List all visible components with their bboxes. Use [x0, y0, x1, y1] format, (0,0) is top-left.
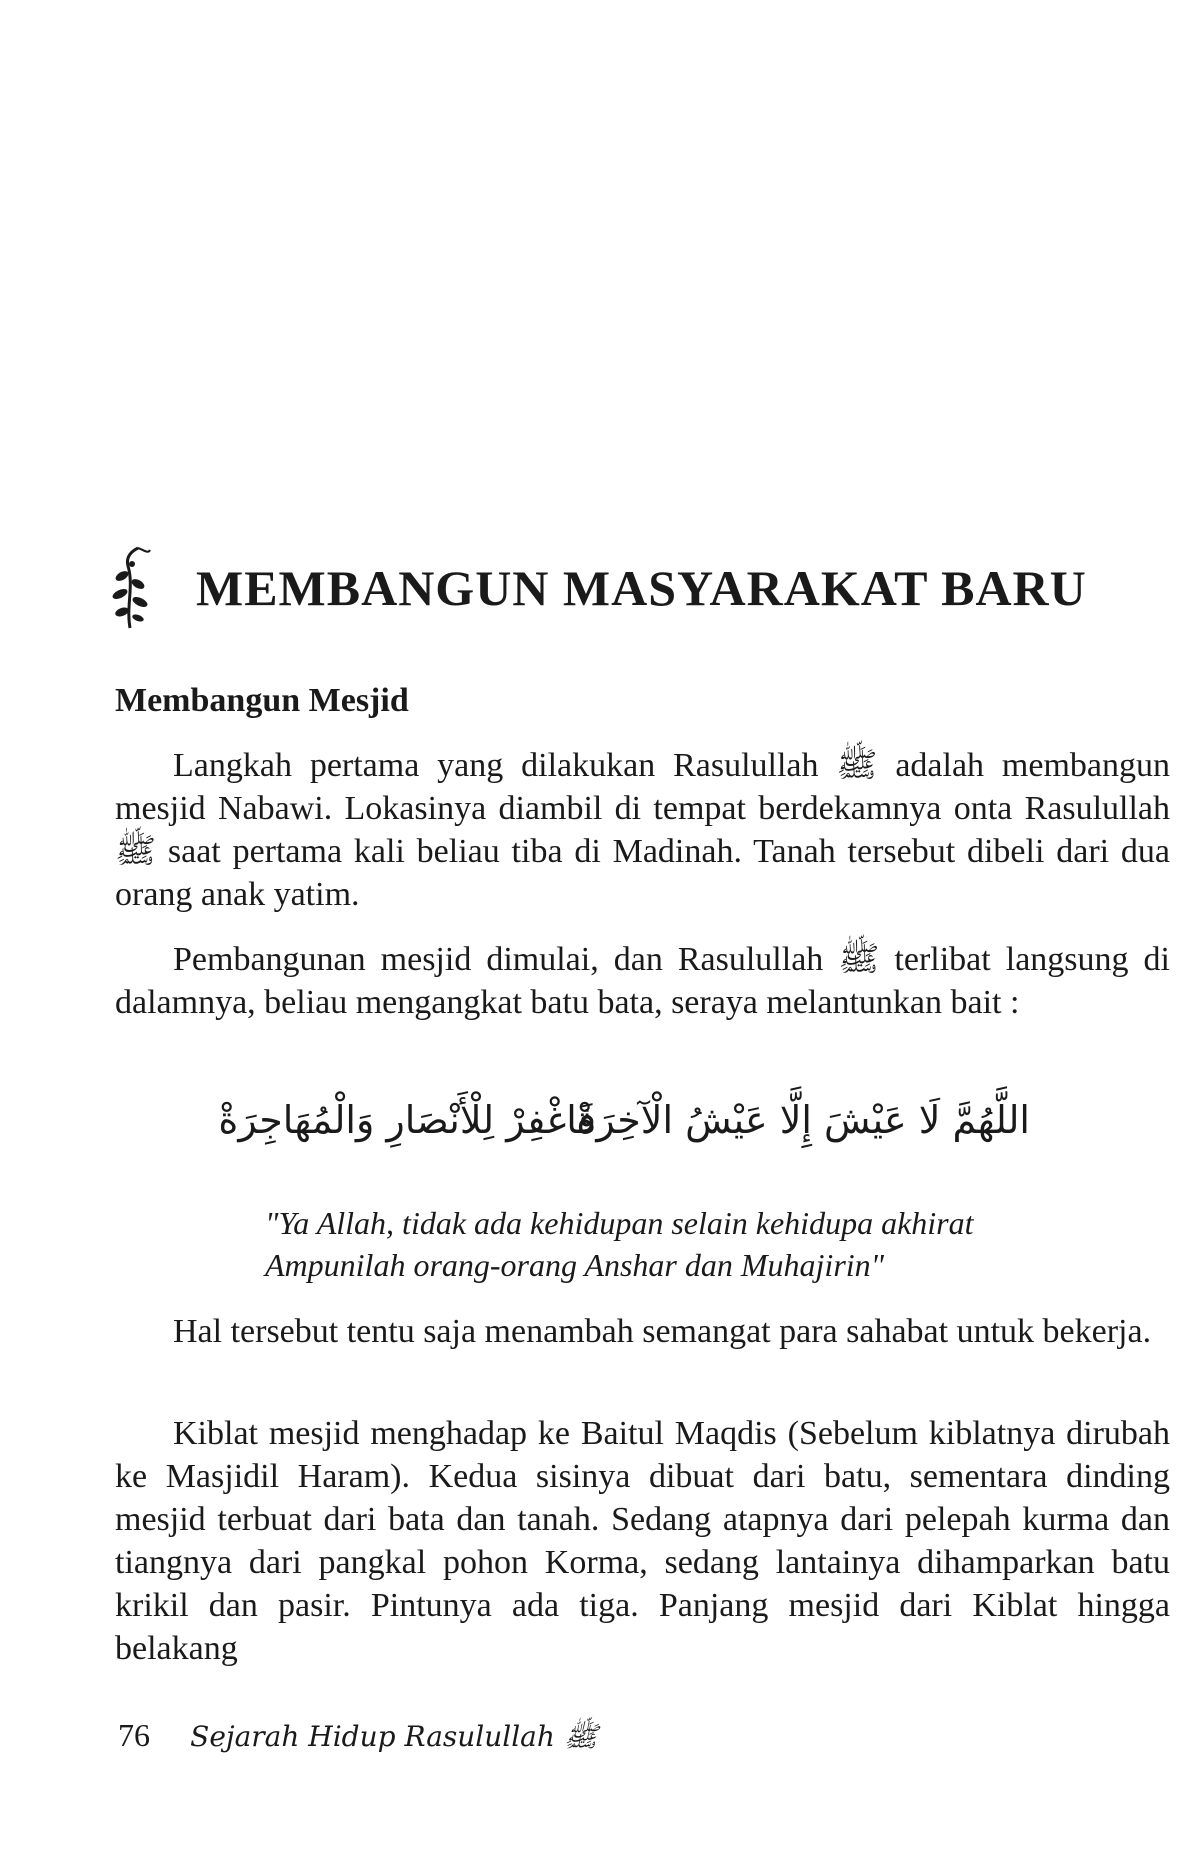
verse-translation-line: Ampunilah orang-orang Anshar dan Muhajirin" [265, 1247, 885, 1283]
paragraph: Kiblat mesjid menghadap ke Baitul Maqdis (Sebelum kiblatnya dirubah ke Masjidil Haram). Kedua sisinya dibuat dari batu, sementara dinding mesjid terbuat dari bata dan tanah. Sedang atapnya dari pelepah kurma dan tiangnya dari pangkal pohon Korma, sedang lantainya dihamparkan batu krikil dan pasir. Pintunya ada tiga. Panjang mesjid dari Kiblat hingga belakang [115, 1415, 1170, 1667]
page-footer [118, 1716, 598, 1760]
page-number: 76 [118, 1717, 150, 1753]
paragraph: Langkah pertama yang dilakukan Rasulullah ﷺ adalah membangun mesjid Nabawi. Lokasinya diambil di tempat berdekamnya onta Rasulullah ﷺ saat pertama kali beliau tiba di Madinah. Tanah tersebut dibeli dari dua orang anak yatim. [115, 747, 1170, 913]
paragraph: Hal tersebut tentu saja menambah semangat para sahabat untuk bekerja. [173, 1313, 1152, 1350]
paragraph: Pembangunan mesjid dimulai, dan Rasulullah ﷺ terlibat langsung di dalamnya, beliau mengangkat batu bata, seraya melantunkan bait : [115, 941, 1170, 1021]
floral-ornament-icon [108, 546, 152, 630]
arabic-verse-first-half: اللَّهُمَّ لَا عَيْشَ إِلَّا عَيْشُ الْآخِرَةْ [576, 1098, 1030, 1142]
arabic-verse-second-half: فَاغْفِرْ لِلْأَنْصَارِ وَالْمُهَاجِرَةْ [218, 1098, 596, 1142]
chapter-header [108, 548, 1118, 628]
chapter-title: MEMBANGUN MASYARAKAT BARU [196, 560, 1087, 616]
section-title: Membangun Mesjid [115, 682, 409, 719]
verse-translation-line: "Ya Allah, tidak ada kehidupan selain kehidupa akhirat [265, 1205, 974, 1241]
running-book-title: Sejarah Hidup Rasulullah ﷺ [190, 1720, 598, 1753]
